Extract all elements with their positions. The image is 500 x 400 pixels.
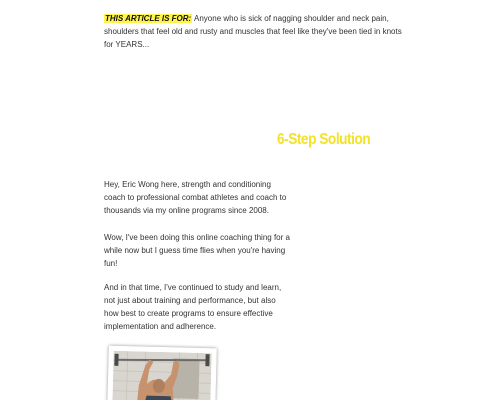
body-paragraph-1: Hey, Eric Wong here, strength and conditioning coach to professional combat athletes and coach to thousands via my online programs since 2008.: [104, 180, 287, 215]
intro-text: Anyone who is sick of nagging shoulder and neck pain, shoulders that feel old and rusty and muscles that feel like they've been tied in knots for YEARS...: [104, 14, 402, 49]
intro-paragraph: [104, 12, 404, 51]
body-paragraph-2: Wow, I've been doing this online coaching thing for a while now but I guess time flies when you're having fun!: [104, 233, 290, 268]
intro-lead-highlight: THIS ARTICLE IS FOR:: [105, 14, 192, 23]
overhead-press-image: [112, 351, 212, 400]
coach-photo: [107, 346, 217, 400]
article-body: [104, 178, 290, 347]
section-headline: 6-Step Solution: [277, 131, 371, 148]
body-paragraph-3: And in that time, I've continued to study and learn, not just about training and performance, but also how best to create programs to ensure effective implementation and adherence.: [104, 283, 282, 331]
